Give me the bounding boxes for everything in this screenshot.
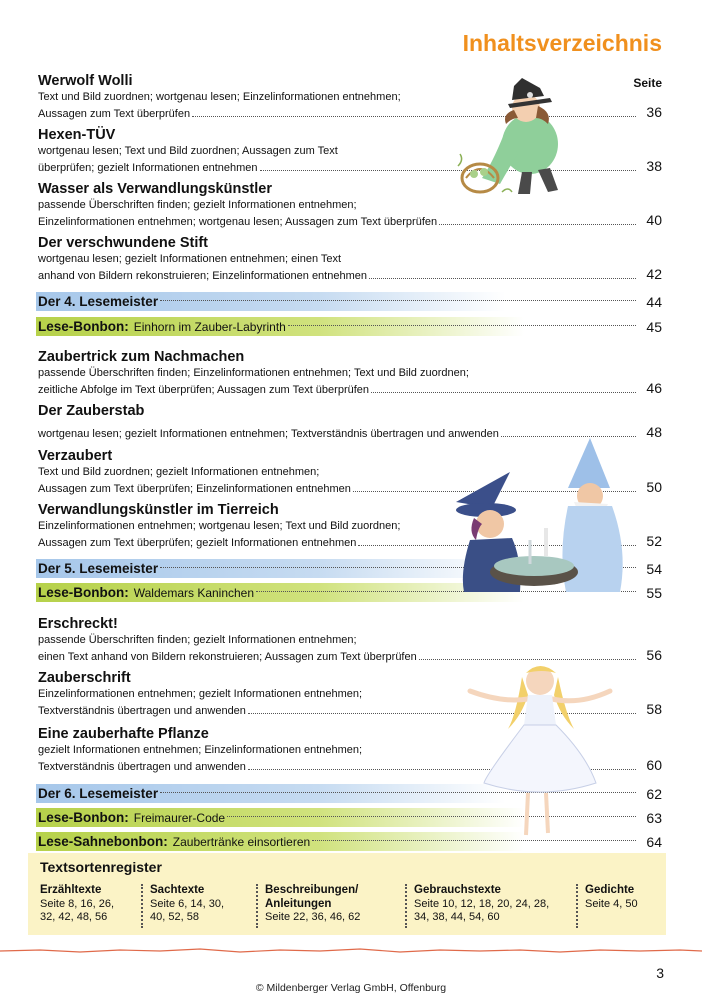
entry-skills: Einzelinformationen entnehmen; wortgenau lesen; Aussagen zum Text überprüfen (38, 216, 438, 228)
band-subtitle: Zaubertränke einsortieren (172, 834, 311, 849)
page-number: 58 (646, 701, 662, 717)
band-label: Lese-Bonbon: (38, 585, 129, 600)
page-number: 46 (646, 380, 662, 396)
register-pages: Seite 22, 36, 46, 62 (265, 911, 361, 923)
register-heading: Sachtexte (150, 884, 205, 896)
entry-skills: wortgenau lesen; gezielt Informationen entnehmen; Textverständnis übertragen und anwenden (38, 428, 499, 440)
register-column-erzaehltexte (40, 884, 114, 925)
werewolf-illustration (452, 74, 612, 199)
page-number: 60 (646, 757, 662, 773)
register-column-beschreibungen (265, 884, 360, 925)
page-number: 48 (646, 424, 662, 440)
entry-title: Der Zauberstab (38, 403, 145, 419)
page-number: 64 (646, 833, 662, 850)
register-pages: Seite 4, 50 (585, 897, 638, 910)
entry-title: Verwandlungskünstler im Tierreich (38, 502, 279, 518)
entry-title: Zaubertrick zum Nachmachen (38, 349, 245, 365)
entry-title: Erschreckt! (38, 616, 118, 632)
page-number: 63 (646, 809, 662, 826)
entry-skills: Textverständnis übertragen und anwenden (38, 705, 246, 717)
band-label: Lese-Bonbon: (38, 810, 129, 825)
entry-title: Werwolf Wolli (38, 73, 133, 89)
entry-skills: passende Überschriften finden; gezielt Informationen entnehmen; (38, 634, 357, 646)
page-number: 45 (646, 318, 662, 335)
register-pages: 40, 52, 58 (150, 911, 199, 923)
register-column-sachtexte (150, 884, 224, 925)
entry-skills: Text und Bild zuordnen; wortgenau lesen; Einzelinformationen entnehmen; (38, 91, 401, 103)
entry-skills: Einzelinformationen entnehmen; gezielt Informationen entnehmen; (38, 688, 363, 700)
band-subtitle: Freimaurer-Code (133, 810, 226, 825)
entry-skills: überprüfen; gezielt Informationen entnehmen (38, 162, 258, 174)
band-subtitle: Waldemars Kaninchen (133, 585, 255, 600)
band-label: Der 5. Lesemeister (38, 561, 159, 576)
band-subtitle: Einhorn im Zauber-Labyrinth (133, 319, 286, 334)
publisher-credit: © Mildenberger Verlag GmbH, Offenburg (255, 982, 447, 994)
entry-skills: Textverständnis übertragen und anwenden (38, 761, 246, 773)
page-number: 54 (646, 560, 662, 577)
band-label: Lese-Bonbon: (38, 319, 129, 334)
page-number: 36 (646, 104, 662, 120)
entry-skills: gezielt Informationen entnehmen; Einzelinformationen entnehmen; (38, 744, 363, 756)
register-pages: 34, 38, 44, 54, 60 (414, 911, 500, 923)
entry-title: Eine zauberhafte Pflanze (38, 726, 209, 742)
entry-skills: Aussagen zum Text überprüfen; gezielt Informationen entnehmen (38, 537, 357, 549)
register-pages: 32, 42, 48, 56 (40, 911, 108, 923)
witch-and-wizard-illustration (450, 432, 640, 597)
entry-skills: Aussagen zum Text überprüfen (38, 108, 191, 120)
register-heading: Erzähltexte (40, 884, 102, 896)
register-title: Textsortenregister (40, 859, 162, 875)
page-number: 52 (646, 533, 662, 549)
page-number: 44 (646, 293, 662, 310)
entry-skills: passende Überschriften finden; Einzelinformationen entnehmen; Text und Bild zuordnen; (38, 367, 469, 379)
toc-entry[interactable] (38, 234, 662, 292)
entry-title: Wasser als Verwandlungskünstler (38, 181, 272, 197)
band-label: Der 4. Lesemeister (38, 294, 159, 309)
band-label: Lese-Sahnebonbon: (38, 834, 168, 849)
entry-skills: zeitliche Abfolge im Text überprüfen; Aussagen zum Text überprüfen (38, 384, 370, 396)
page-number: 55 (646, 584, 662, 601)
page-number: 40 (646, 212, 662, 228)
band-label: Der 6. Lesemeister (38, 786, 159, 801)
flower-fairy-illustration (462, 655, 618, 837)
entry-skills: passende Überschriften finden; gezielt Informationen entnehmen; (38, 199, 357, 211)
page-column-label: Seite (633, 76, 662, 90)
page-number: 38 (646, 158, 662, 174)
entry-skills: Text und Bild zuordnen; gezielt Informationen entnehmen; (38, 466, 320, 478)
page-number: 56 (646, 647, 662, 663)
entry-title: Verzaubert (38, 448, 113, 464)
entry-title: Zauberschrift (38, 670, 131, 686)
page-number: 62 (646, 785, 662, 802)
lese-bonbon-band[interactable] (36, 317, 662, 336)
lesemeister-band[interactable] (36, 292, 662, 311)
page-title: Inhaltsverzeichnis (462, 30, 662, 56)
entry-skills: Aussagen zum Text überprüfen; Einzelinformationen entnehmen (38, 483, 351, 495)
register-pages: Seite 6, 14, 30, (150, 897, 224, 910)
entry-title: Hexen-TÜV (38, 127, 116, 143)
register-column-gedichte (585, 884, 638, 911)
entry-skills: wortgenau lesen; Text und Bild zuordnen; Aussagen zum Text (38, 145, 338, 157)
register-heading: Beschreibungen/ (265, 884, 359, 896)
register-pages: Seite 10, 12, 18, 20, 24, 28, (414, 897, 550, 910)
register-column-gebrauchstexte (414, 884, 549, 925)
page-number-footer: 3 (656, 965, 664, 981)
entry-skills: wortgenau lesen; gezielt Informationen entnehmen; einen Text (38, 253, 342, 265)
torn-edge-divider (0, 944, 702, 958)
register-pages: Seite 8, 16, 26, (40, 897, 114, 910)
entry-skills: einen Text anhand von Bildern rekonstruieren; Aussagen zum Text überprüfen (38, 651, 417, 663)
toc-entry[interactable] (38, 348, 662, 402)
entry-title: Der verschwundene Stift (38, 235, 209, 251)
register-heading: Gedichte (585, 884, 635, 896)
entry-skills: anhand von Bildern rekonstruieren; Einzelinformationen entnehmen (38, 270, 367, 282)
entry-skills: Einzelinformationen entnehmen; wortgenau lesen; Text und Bild zuordnen; (38, 520, 401, 532)
page-number: 42 (646, 266, 662, 282)
text-type-register (28, 853, 666, 935)
page-number: 50 (646, 479, 662, 495)
register-heading: Gebrauchstexte (414, 884, 501, 896)
register-heading: Anleitungen (265, 897, 332, 910)
